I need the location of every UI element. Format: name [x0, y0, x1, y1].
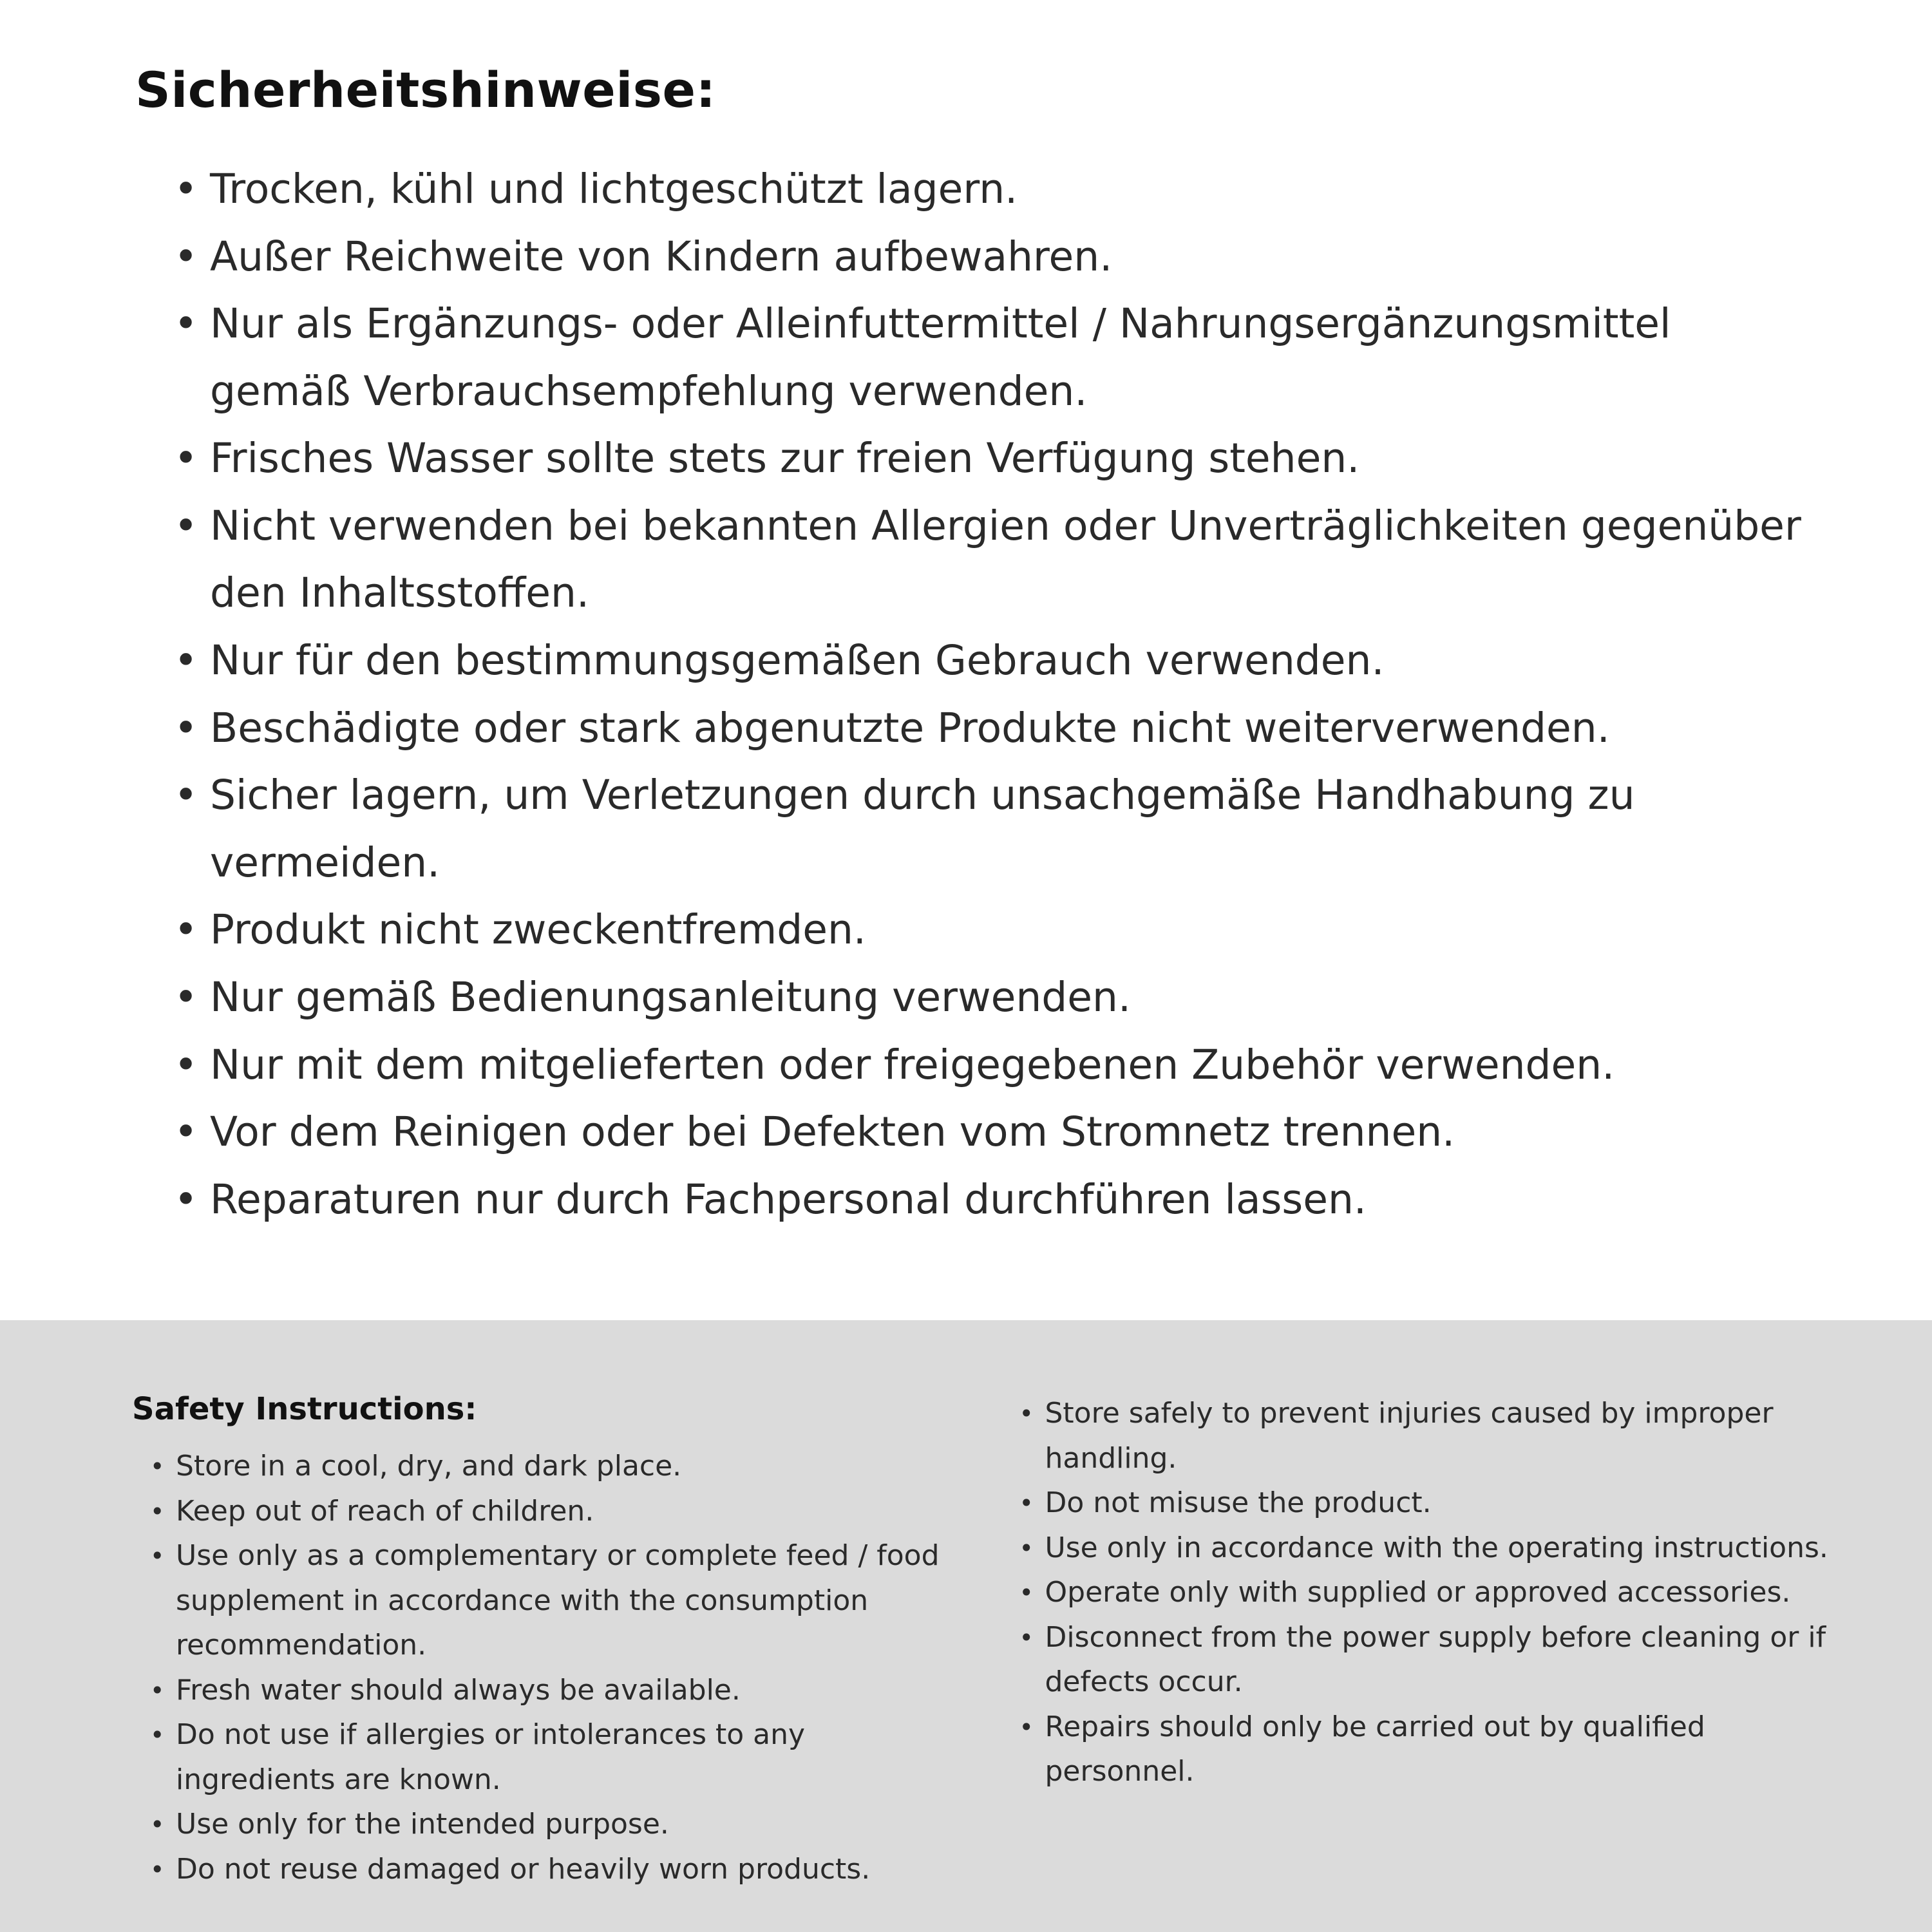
list-item: • Trocken, kühl und lichtgeschützt lagern.: [174, 156, 1823, 223]
list-item: • Do not reuse damaged or heavily worn products.: [150, 1847, 961, 1892]
list-item: • Nicht verwenden bei bekannten Allergien oder Unverträglichkeiten gegenüber den Inhaltsstoffen.: [174, 493, 1823, 627]
list-item: • Disconnect from the power supply before cleaning or if defects occur.: [1019, 1615, 1849, 1705]
list-item: • Nur als Ergänzungs- oder Alleinfuttermittel / Nahrungsergänzungsmittel gemäß Verbrauchsempfehlung verwenden.: [174, 290, 1823, 425]
english-safety-section: [0, 1320, 1932, 1932]
list-item: • Store in a cool, dry, and dark place.: [150, 1444, 961, 1489]
list-item: • Nur für den bestimmungsgemäßen Gebrauch verwenden.: [174, 627, 1823, 695]
list-item: • Nur mit dem mitgelieferten oder freigegebenen Zubehör verwenden.: [174, 1032, 1823, 1099]
list-item: • Fresh water should always be available.: [150, 1668, 961, 1713]
english-left-column: [132, 1391, 961, 1932]
list-item: • Vor dem Reinigen oder bei Defekten vom Stromnetz trennen.: [174, 1099, 1823, 1166]
list-item: • Außer Reichweite von Kindern aufbewahren.: [174, 223, 1823, 291]
english-safety-list-right: [1019, 1391, 1849, 1794]
english-right-column: [1019, 1391, 1849, 1932]
list-item: • Use only for the intended purpose.: [150, 1802, 961, 1847]
english-safety-list-left: [132, 1444, 961, 1891]
german-section-title: Sicherheitshinweise:: [135, 61, 716, 118]
list-item: • Use only as a complementary or complete feed / food supplement in accordance with the consumption recommendation.: [150, 1533, 961, 1668]
list-item: • Operate only with supplied or approved accessories.: [1019, 1570, 1849, 1615]
list-item: • Beschädigte oder stark abgenutzte Produkte nicht weiterverwenden.: [174, 695, 1823, 762]
list-item: • Repairs should only be carried out by qualified personnel.: [1019, 1705, 1849, 1794]
list-item: • Produkt nicht zweckentfremden.: [174, 896, 1823, 964]
list-item: • Do not misuse the product.: [1019, 1481, 1849, 1526]
list-item: • Reparaturen nur durch Fachpersonal durchführen lassen.: [174, 1166, 1823, 1234]
list-item: • Use only in accordance with the operating instructions.: [1019, 1526, 1849, 1571]
list-item: • Store safely to prevent injuries caused by improper handling.: [1019, 1391, 1849, 1481]
list-item: • Keep out of reach of children.: [150, 1489, 961, 1534]
list-item: • Sicher lagern, um Verletzungen durch unsachgemäße Handhabung zu vermeiden.: [174, 762, 1823, 896]
english-section-title: Safety Instructions:: [132, 1391, 477, 1427]
german-safety-list: [135, 156, 1823, 1233]
list-item: • Nur gemäß Bedienungsanleitung verwenden.: [174, 964, 1823, 1032]
list-item: • Do not use if allergies or intolerances to any ingredients are known.: [150, 1712, 961, 1802]
list-item: • Frisches Wasser sollte stets zur freien Verfügung stehen.: [174, 425, 1823, 493]
